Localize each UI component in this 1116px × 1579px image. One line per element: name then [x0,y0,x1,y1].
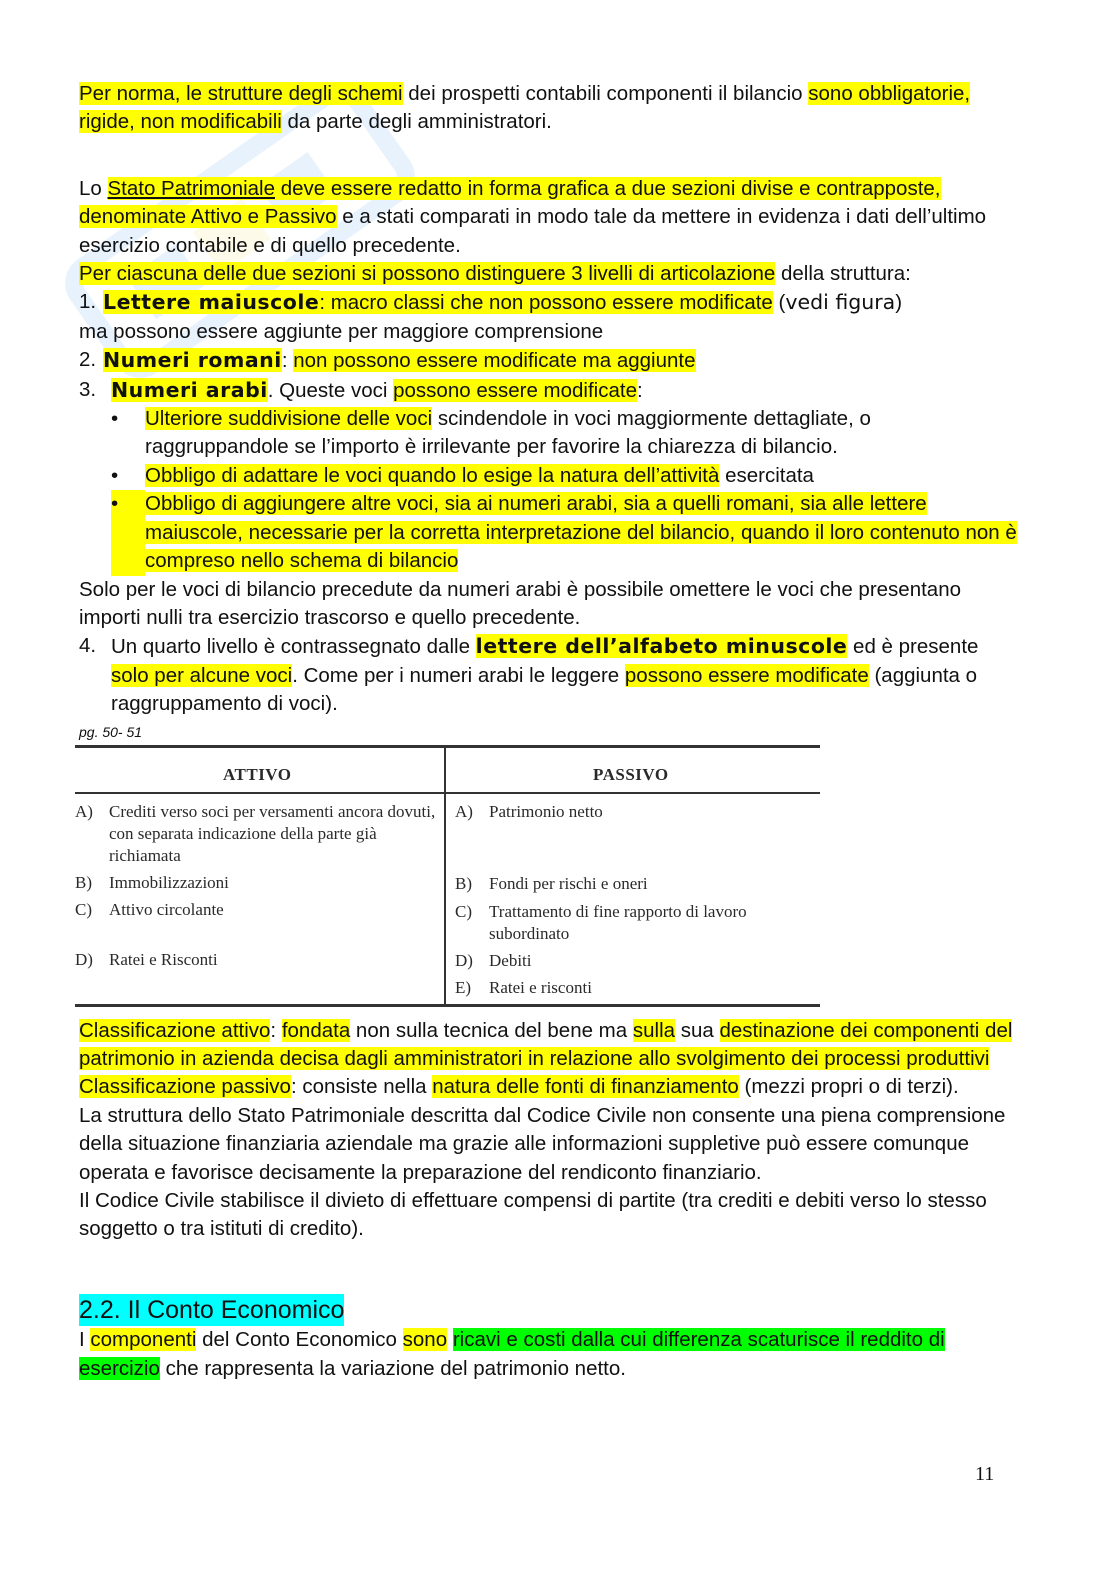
highlight: Obbligo di adattare le voci quando lo esige la natura dell’attività [145,463,720,487]
text: e a stati comparati in modo tale da mettere in evidenza i dati dell’ultimo esercizio contabile e di quello precedente. [79,205,987,257]
text: sua [675,1018,720,1042]
highlight: fondata [281,1018,351,1042]
paragraph-stato-patrimoniale [79,175,1019,260]
text: Un quarto livello è contrassegnato dalle [111,635,476,659]
attivo-header: ATTIVO [223,764,292,784]
text: da parte degli amministratori. [281,110,552,134]
text [447,1328,453,1351]
text: Fondi per rischi e oneri [489,873,648,893]
highlight: Classificazione attivo [79,1018,271,1042]
list-number: 2. [79,348,97,372]
text: esercitata [719,463,814,487]
passivo-header: PASSIVO [593,764,669,784]
text: ed è presente [847,635,979,659]
passivo-row [455,901,815,945]
paragraph-voci-nulle: Solo per le voci di bilancio precedute da numeri arabi è possibile omettere le voci che presentano importi nulli tra esercizio trascorso e quello precedente. [79,577,962,629]
figure-caption: pg. 50- 51 [79,723,143,740]
highlight: natura delle fonti di finanziamento [432,1075,739,1099]
passivo-row [455,801,815,823]
text: ) [895,291,903,315]
highlight: componenti [90,1328,197,1352]
attivo-row [75,949,437,971]
text: Ratei e Risconti [109,949,218,969]
text: ( [772,291,786,315]
highlight: possono essere modificate [393,378,637,402]
text: non sulla tecnica del bene ma [350,1018,633,1042]
list-number: 1. [79,290,97,314]
paragraph-conto-economico [79,1326,1019,1383]
paragraph-compensi: Il Codice Civile stabilisce il divieto di effettuare compensi di partite (tra crediti e debiti verso lo stesso soggetto o tra istituti di credito). [79,1188,987,1241]
bullet-icon: • [111,463,119,487]
list-number: 3. [79,377,97,401]
text: Debiti [489,950,532,970]
bullet-item [111,490,1019,575]
list-item-3 [79,376,1019,405]
document-body [75,80,1019,1383]
list-number: 4. [79,634,97,658]
highlight: Per ciascuna delle due sezioni si possono distinguere 3 livelli di articolazione [79,262,776,286]
bold-term: lettere dell’alfabeto minuscole [475,634,848,659]
bullet-item [111,405,1019,462]
text: . Come per i numeri arabi le leggere [292,663,625,687]
attivo-row [75,872,437,894]
text: B) [455,873,472,893]
text: vedi figura [785,290,896,315]
list-item-4 [79,632,1019,718]
text: A) [455,801,473,821]
highlight: sono [402,1328,448,1352]
text: Lo [79,176,108,200]
text: : [270,1018,282,1042]
text: Immobilizzazioni [109,872,229,892]
highlight: solo per alcune voci [111,663,293,687]
text: D) [75,949,93,969]
text: C) [455,901,472,921]
text: C) [75,899,92,919]
highlight: Per norma, le strutture degli schemi [79,82,403,105]
highlight: destinazione dei componenti del patrimonio in azienda decisa dagli amministratori in relazione allo svolgimento dei processi produttivi [79,1018,1013,1070]
text: (mezzi propri o di terzi). [738,1075,959,1099]
highlight: : macro classi che non possono essere modificate [319,291,773,315]
highlight: deve essere redatto in forma grafica a due sezioni divise e contrapposte, denominate Attivo e Passivo [79,176,941,229]
balance-sheet-figure [75,745,820,1011]
text: Crediti verso soci per versamenti ancora dovuti, con separata indicazione della parte già richiamata [109,801,436,865]
bold-term: Lettere maiuscole [103,290,320,315]
text: dei prospetti contabili componenti il bilancio [402,82,809,105]
text: Ratei e risconti [489,977,592,997]
text: Attivo circolante [109,899,224,919]
list-item-1 [79,288,1019,317]
highlight: sulla [632,1018,676,1042]
text: scindendole in voci maggiormente dettagliate, o raggruppandole se l’importo è irrilevante per favorire la chiarezza di bilancio. [145,407,871,459]
paragraph-schemi [79,80,1019,137]
text: : consiste nella [290,1075,433,1099]
bold-term: Numeri arabi [111,377,268,402]
paragraph-livelli [79,260,1019,288]
underlined-term: Stato Patrimoniale [107,176,276,200]
highlight: Classificazione passivo [79,1075,291,1099]
text: . Queste voci [267,378,394,402]
text: : [281,349,294,373]
list-item-1-continuation: ma possono essere aggiunte per maggiore comprensione [79,319,604,343]
text: (aggiunta o raggruppamento di voci). [111,663,978,716]
bold-term: Numeri romani [103,348,282,373]
green-highlight: ricavi e costi dalla cui differenza scaturisce il reddito di esercizio [79,1328,945,1380]
highlight: possono essere modificate [624,663,869,687]
bullet-icon: • [111,490,145,575]
text: I [79,1328,91,1352]
text: B) [75,872,92,892]
highlight: Obbligo di aggiungere altre voci, sia ai numeri arabi, sia a quelli romani, sia alle lettere maiuscole, necessarie per la corretta interpretazione del bilancio, quando il loro contenuto non è compreso nello schema di bilancio [145,492,1017,573]
bullet-icon: • [111,407,119,431]
text: D) [455,950,473,970]
text: della struttura: [775,262,911,286]
paragraph-classificazione-attivo [79,1017,1019,1074]
text: A) [75,801,93,821]
passivo-row [455,873,815,895]
highlight: sono obbligatorie, rigide, non modificabili [79,82,971,134]
paragraph-classificazione-passivo [79,1073,1019,1101]
text: : [636,378,643,402]
list-item-2 [79,346,1019,375]
passivo-row [455,977,815,999]
text: Patrimonio netto [489,801,603,821]
bullet-item [111,462,1019,490]
section-heading: 2.2. Il Conto Economico [79,1295,345,1324]
highlight: Ulteriore suddivisione delle voci [145,407,433,431]
attivo-row [75,801,437,867]
page-number: 11 [975,1463,995,1485]
text: che rappresenta la variazione del patrimonio netto. [159,1356,626,1380]
attivo-row [75,899,437,921]
text: del Conto Economico [196,1328,403,1352]
paragraph-struttura: La struttura dello Stato Patrimoniale descritta dal Codice Civile non consente una piena comprensione della situazione finanziaria aziendale ma grazie alle informazioni suppletive può essere comunque operata e favorisce decisamente la preparazione del rendiconto finanziario. [79,1103,1006,1184]
text: Trattamento di fine rapporto di lavoro subordinato [489,901,747,943]
highlight: non possono essere modificate ma aggiunte [293,349,696,373]
passivo-row [455,950,815,972]
text: E) [455,977,472,997]
